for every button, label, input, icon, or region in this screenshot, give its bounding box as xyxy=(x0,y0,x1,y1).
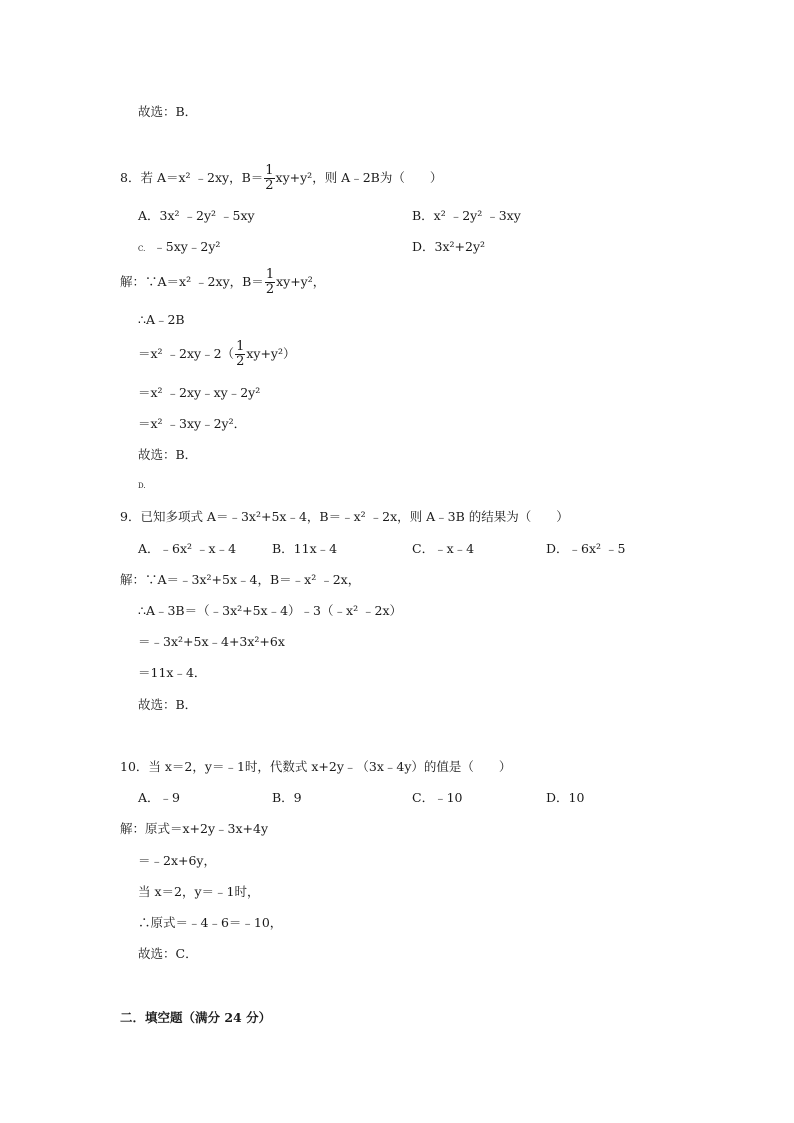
question-text: A＝x² ﹣2xy，B＝ xyxy=(156,170,264,185)
section-heading: 二．填空题（满分 24 分） xyxy=(120,1010,272,1025)
solution-9-line-2: ∴A﹣3B＝（﹣3x²+5x﹣4）﹣3（﹣x² ﹣2x） xyxy=(138,603,403,618)
option-d: D．3x²+2y² xyxy=(412,239,486,254)
fraction: $\frac{1}{2}$ xyxy=(236,339,245,369)
solution-9-answer: 故选：B． xyxy=(138,697,198,712)
option-d: D．﹣6x² ﹣5 xyxy=(546,541,626,556)
fraction: $\frac{1}{2}$ xyxy=(265,163,274,193)
option-c-label: C. xyxy=(138,245,146,253)
option-d: D．10 xyxy=(546,790,585,805)
question-10-stem: 10．当 x＝2，y＝﹣1时，代数式 x+2y﹣（3x﹣4y）的值是（ ） xyxy=(120,759,512,774)
question-8-stem xyxy=(120,164,442,193)
solution-8-line-1: 解：∵A＝x² ﹣2xy，B＝ $\frac{1}{2}$ xy+y²， xyxy=(120,267,326,297)
solution-10-line-2: ＝﹣2x+6y， xyxy=(138,853,216,868)
fraction: $\frac{1}{2}$ xyxy=(265,267,275,297)
option-c: C．﹣10 xyxy=(412,790,463,805)
option-a: A．3x² ﹣2y² ﹣5xy xyxy=(138,208,255,223)
option-c xyxy=(138,239,220,257)
solution-8-line-5: ＝x² ﹣3xy﹣2y²． xyxy=(138,416,247,431)
answer-choice-prev: 故选：B． xyxy=(138,104,198,119)
solution-10-answer: 故选：C． xyxy=(138,946,198,961)
question-number: 8．若 xyxy=(120,170,157,185)
solution-8-line-3: ＝x² ﹣2xy﹣2（ $\frac{1}{2}$ xy+y²） xyxy=(138,339,296,369)
option-c: C．﹣x﹣4 xyxy=(412,541,475,556)
solution-8-line-2: ∴A﹣2B xyxy=(138,312,185,327)
option-b: B．9 xyxy=(272,790,302,805)
option-c-text: ﹣5xy﹣2y² xyxy=(153,239,221,254)
option-b: B．11x﹣4 xyxy=(272,541,338,556)
solution-9-line-4: ＝11x﹣4． xyxy=(138,665,207,680)
stray-label: D. xyxy=(138,482,146,490)
solution-9-line-3: ＝﹣3x²+5x﹣4+3x²+6x xyxy=(138,634,285,649)
solution-8-line-4: ＝x² ﹣2xy﹣xy﹣2y² xyxy=(138,385,261,400)
solution-8-answer: 故选：B． xyxy=(138,447,198,462)
option-a: A．﹣9 xyxy=(138,790,180,805)
option-b: B．x² ﹣2y² ﹣3xy xyxy=(412,208,521,223)
solution-10-line-4: ∴原式＝﹣4﹣6＝﹣10， xyxy=(138,915,283,930)
question-text-tail: xy+y²，则 A﹣2B为（ ） xyxy=(275,170,443,185)
solution-10-line-3: 当 x＝2，y＝﹣1时， xyxy=(138,884,260,899)
solution-9-line-1: 解：∵A＝﹣3x²+5x﹣4，B＝﹣x² ﹣2x， xyxy=(120,572,361,587)
option-a: A．﹣6x² ﹣x﹣4 xyxy=(138,541,237,556)
solution-10-line-1: 解：原式＝x+2y﹣3x+4y xyxy=(120,821,269,836)
question-9-stem: 9．已知多项式 A＝﹣3x²+5x﹣4，B＝﹣x² ﹣2x，则 A﹣3B 的结果为（ ） xyxy=(120,509,569,524)
